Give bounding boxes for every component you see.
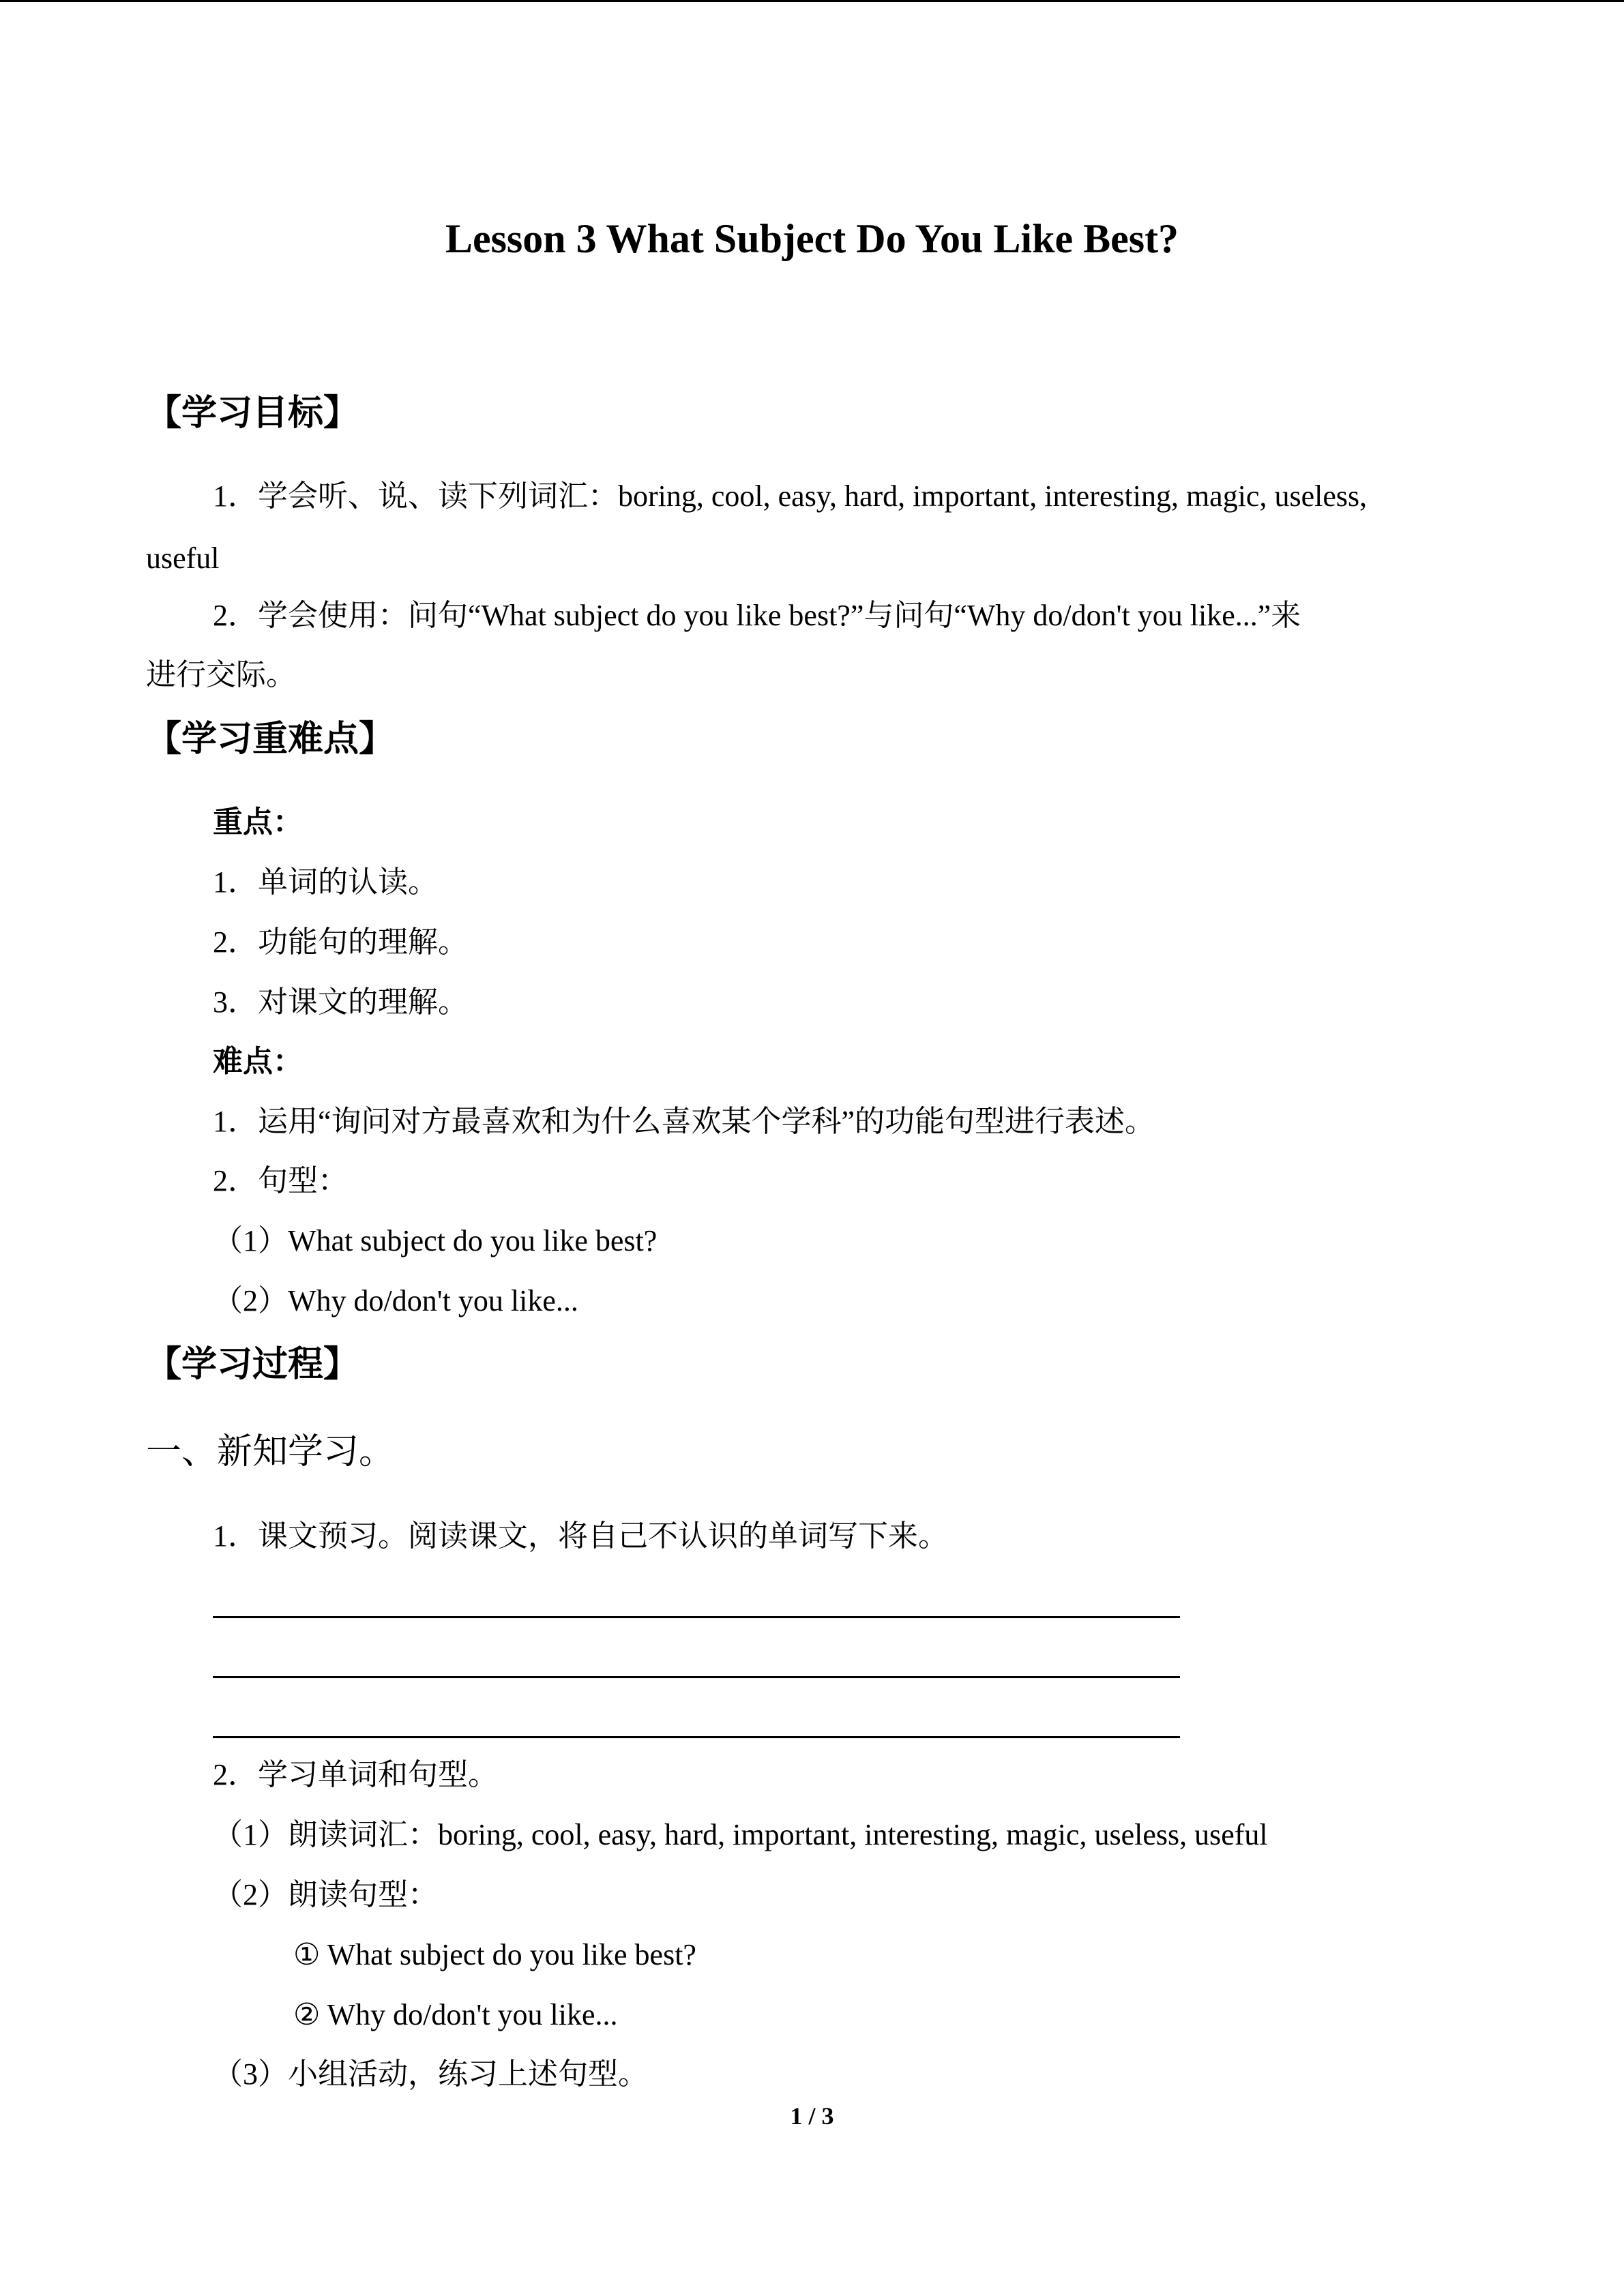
sentence-pattern: ① What subject do you like best? [293, 1938, 696, 1971]
difficulty-item: （1）What subject do you like best? [213, 1224, 658, 1257]
key-points-heading: 【学习重难点】 [146, 720, 395, 759]
difficulty-label: 难点： [213, 1045, 303, 1078]
page-number: 1 / 3 [790, 2102, 834, 2130]
difficulty-item: 1．运用“询问对方最喜欢和为什么喜欢某个学科”的功能句型进行表述。 [213, 1105, 1155, 1138]
focus-label: 重点： [213, 805, 303, 839]
objective-item-2: 2．学会使用：问句“What subject do you like best?”与问句“Why do/don't you like...”来 [213, 599, 1301, 632]
difficulty-item: （2）Why do/don't you like... [213, 1284, 578, 1317]
process-step-2-item: （2）朗读句型： [213, 1878, 438, 1911]
objectives-heading: 【学习目标】 [146, 394, 359, 433]
answer-blank-line[interactable] [213, 1676, 1180, 1678]
objective-item-1-continued: useful [146, 541, 220, 575]
page-top-border [0, 0, 1624, 2]
focus-item: 2．功能句的理解。 [213, 925, 468, 959]
process-step-2-item: （3）小组活动，练习上述句型。 [213, 2057, 648, 2091]
answer-blank-line[interactable] [213, 1736, 1180, 1738]
process-step-1: 1．课文预习。阅读课文，将自己不认识的单词写下来。 [213, 1519, 948, 1553]
part-one-heading: 一、新知学习。 [146, 1433, 395, 1472]
page-title: Lesson 3 What Subject Do You Like Best? [445, 216, 1179, 261]
process-step-2: 2．学习单词和句型。 [213, 1758, 498, 1791]
process-step-2-item: （1）朗读词汇：boring, cool, easy, hard, important, interesting, magic, useless, useful [213, 1818, 1268, 1851]
difficulty-item: 2．句型： [213, 1164, 348, 1197]
focus-item: 3．对课文的理解。 [213, 985, 468, 1019]
process-heading: 【学习过程】 [146, 1345, 359, 1384]
sentence-pattern: ② Why do/don't you like... [293, 1998, 618, 2031]
focus-item: 1．单词的认读。 [213, 865, 438, 899]
objective-item-2-continued: 进行交际。 [146, 658, 296, 691]
objective-item-1: 1．学会听、说、读下列词汇：boring, cool, easy, hard, important, interesting, magic, useless, [213, 479, 1368, 513]
answer-blank-line[interactable] [213, 1616, 1180, 1618]
